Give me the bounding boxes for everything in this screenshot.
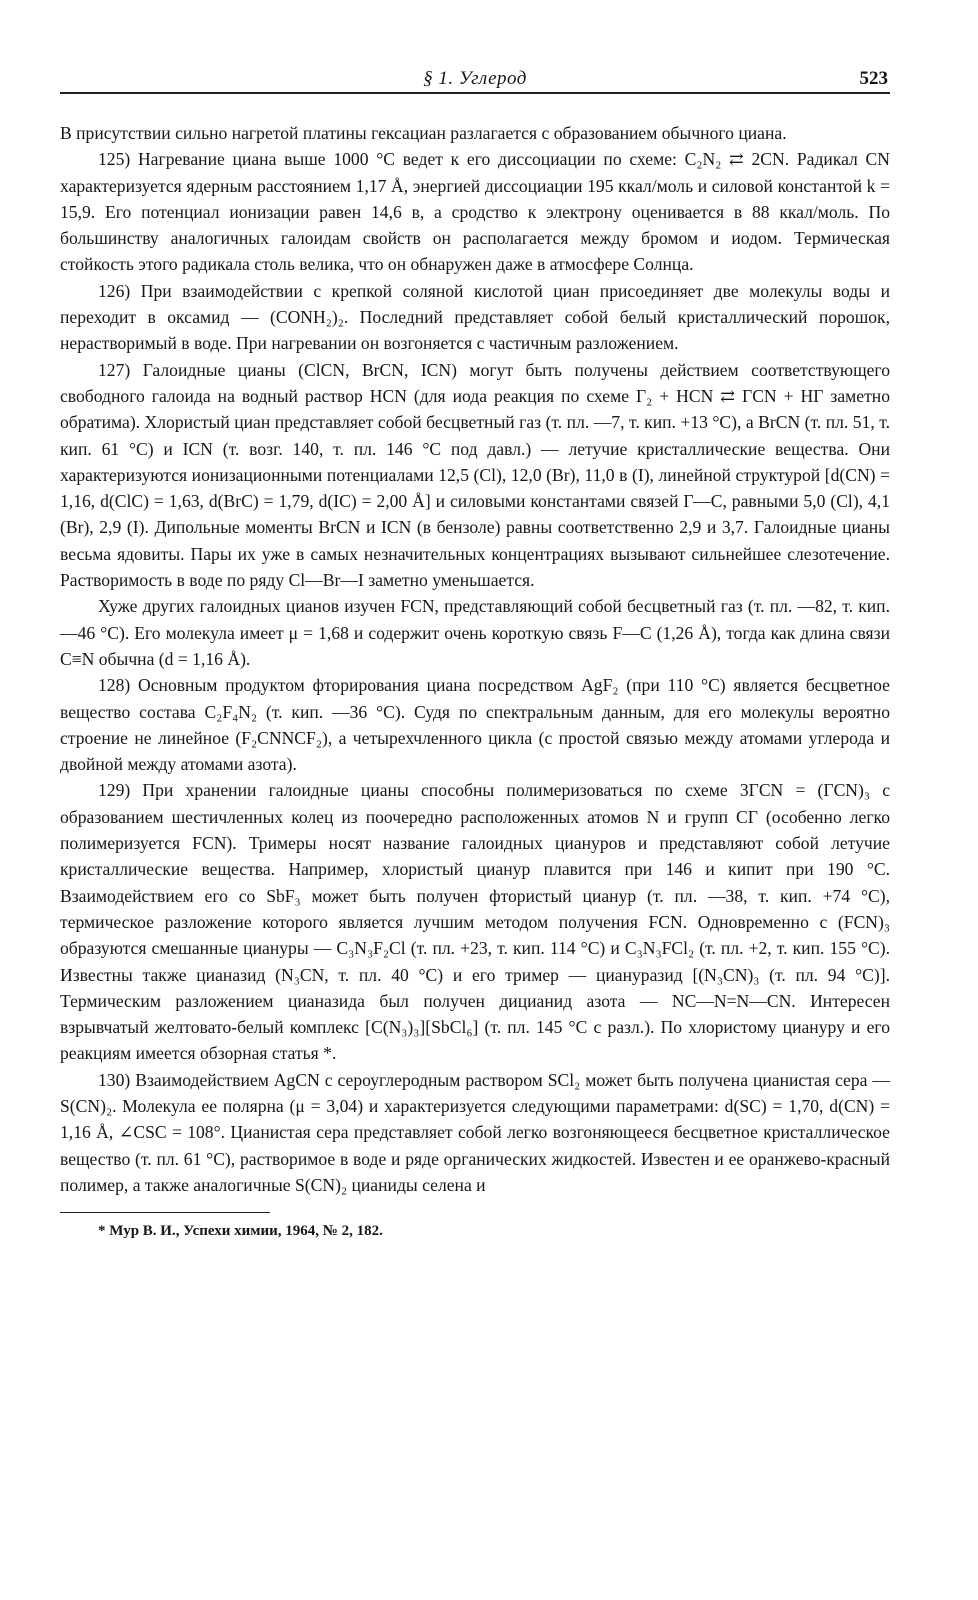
page-body — [60, 120, 890, 1198]
footnote: * Мур В. И., Успехи химии, 1964, № 2, 182. — [98, 1223, 383, 1240]
paragraph-130: 130) Взаимодействием AgCN с сероуглеродным раствором SCl₂ может быть получена цианистая сера — S(CN)₂. Молекула ее полярна (μ = 3,04) и характеризуется следующими параметрами: d(SC) = 1,70, d(CN) = 1,16 Å, ∠CSC = 108°. Цианистая сера представляет собой легко возгоняющееся бесцветное кристаллическое вещество (т. пл. 61 °С), растворимое в воде и ряде органических жидкостей. Известен и ее оранжево-красный полимер, а также аналогичные S(CN)₂ цианиды селена и — [60, 1069, 890, 1195]
paragraph-129: 129) При хранении галоидные цианы способны полимеризоваться по схеме 3ГCN = (ГCN)₃ с образованием шестичленных колец из поочередно расположенных атомов N и групп CГ (особенно легко полимеризуется FCN). Тримеры носят название галоидных циануров и представляют собой летучие кристаллические вещества. Например, хлористый цианур плавится при 146 и кипит при 190 °С. Взаимодействием его со SbF₃ может быть получен фтористый цианур (т. пл. —38, т. кип. +74 °С), термическое разложение которого является лучшим методом получения FCN. Одновременно с (FCN)₃ образуются смешанные циануры — C₃N₃F₂Cl (т. пл. +23, т. кип. 114 °С) и C₃N₃FCl₂ (т. пл. +2, т. кип. 155 °С). Известны также цианазид (N₃CN, т. пл. 40 °С) и его тример — циануразид [(N₃CN)₃ (т. пл. 94 °С)]. Термическим разложением цианазида был получен дицианид азота — NC—N=N—CN. Интересен взрывчатый желтовато-белый комплекс [C(N₃)₃][SbCl₆] (т. пл. 145 °С с разл.). По хлористому циануру и его реакциям имеется обзорная статья *. — [60, 780, 890, 1064]
paragraph-continuation: В присутствии сильно нагретой платины гексациан разлагается с образованием обычного циана. — [60, 123, 787, 143]
footnote-divider — [60, 1212, 270, 1213]
running-title: § 1. Углерод — [423, 68, 527, 89]
paragraph-fcn: Хуже других галоидных цианов изучен FCN, представляющий собой бесцветный газ (т. пл. —82, т. кип. —46 °С). Его молекула имеет μ = 1,68 и содержит очень короткую связь F—C (1,26 Å), тогда как длина связи C≡N обычна (d = 1,16 Å). — [60, 596, 890, 669]
paragraph-128: 128) Основным продуктом фторирования циана посредством AgF₂ (при 110 °С) является бесцветное вещество состава C₂F₄N₂ (т. кип. —36 °С). Судя по спектральным данным, для его молекулы вероятно строение не линейное (F₂CNNCF₂), а четырехчленного цикла (с простой связью между атомами углерода и двойной между атомами азота). — [60, 675, 890, 775]
book-page — [60, 58, 890, 1240]
paragraph-125: 125) Нагревание циана выше 1000 °С ведет к его диссоциации по схеме: C₂N₂ ⇄ 2CN. Радикал CN характеризуется ядерным расстоянием 1,17 Å, энергией диссоциации 195 ккал/моль и силовой константой k = 15,9. Его потенциал ионизации равен 14,6 в, а сродство к электрону оценивается в 88 ккал/моль. По большинству аналогичных галоидам свойств он располагается между бромом и иодом. Термическая стойкость этого радикала столь велика, что он обнаружен даже в атмосфере Солнца. — [60, 149, 890, 275]
page-number: 523 — [859, 68, 888, 89]
paragraph-127: 127) Галоидные цианы (ClCN, BrCN, ICN) могут быть получены действием соответствующего свободного галоида на водный раствор HCN (для иода реакция по схеме Г₂ + HCN ⇄ ГCN + HГ заметно обратима). Хлористый циан представляет собой бесцветный газ (т. пл. —7, т. кип. +13 °С), а BrCN (т. пл. 51, т. кип. 61 °С) и ICN (т. возг. 140, т. пл. 146 °С под давл.) — летучие кристаллические вещества. Они характеризуются ионизационными потенциалами 12,5 (Cl), 12,0 (Br), 11,0 в (I), линейной структурой [d(CN) = 1,16, d(ClC) = 1,63, d(BrC) = 1,79, d(IC) = 2,00 Å] и силовыми константами связей Г—С, равными 5,0 (Cl), 4,1 (Br), 2,9 (I). Дипольные моменты BrCN и ICN (в бензоле) равны соответственно 2,9 и 3,7. Галоидные цианы весьма ядовиты. Пары их уже в самых незначительных концентрациях вызывают сильнейшее слезотечение. Растворимость в воде по ряду Cl—Br—I заметно уменьшается. — [60, 359, 890, 591]
page-header — [60, 58, 890, 94]
paragraph-126: 126) При взаимодействии с крепкой соляной кислотой циан присоединяет две молекулы воды и переходит в оксамид — (CONH₂)₂. Последний представляет собой белый кристаллический порошок, нерастворимый в воде. При нагревании он возгоняется с частичным разложением. — [60, 280, 890, 354]
